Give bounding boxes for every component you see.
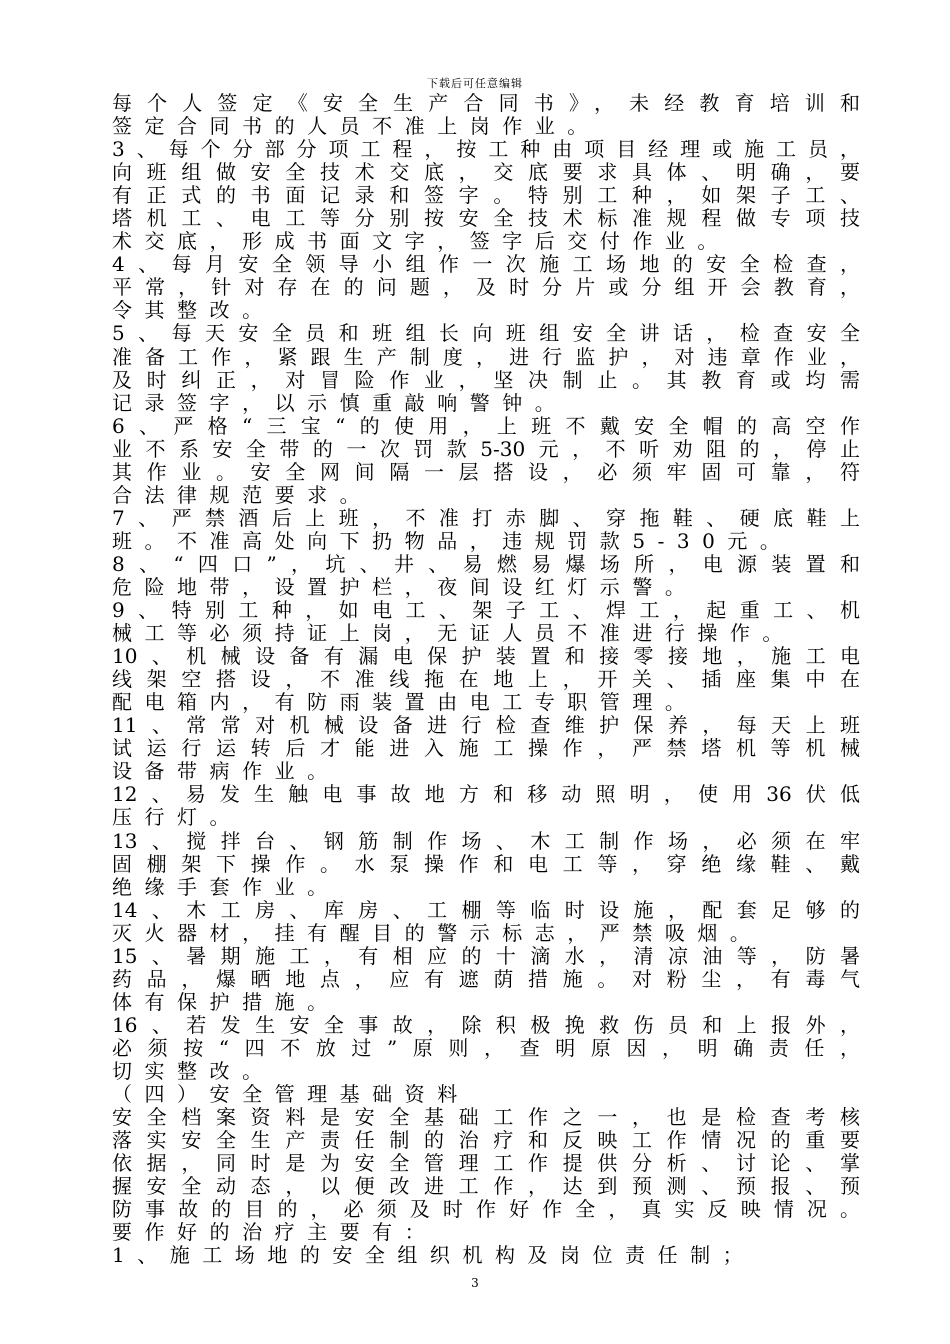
- text-line: 线架空搭设，不准线拖在地上，开关、插座集中在: [112, 668, 860, 692]
- text-line: 药品，爆晒地点，应有遮荫措施。对粉尘，有毒气: [112, 967, 860, 991]
- text-line: 及时纠正，对冒险作业，坚决制止。其教育或均需: [112, 368, 860, 392]
- text-line: 械工等必须持证上岗，无证人员不准进行操作。: [112, 622, 795, 646]
- text-line: 设备带病作业。: [112, 760, 340, 784]
- text-line: 塔机工、电工等分别按安全技术标准规程做专项技: [112, 207, 860, 231]
- text-line: 术交底，形成书面文字，签字后交付作业。: [112, 230, 730, 254]
- text-line: 8、“四口”，坑、井、易燃易爆场所，电源装置和: [112, 552, 860, 576]
- text-line: 9、特别工种，如电工、架子工、焊工，起重工、机: [112, 599, 860, 623]
- text-line: 危险地带，设置护栏，夜间设红灯示警。: [112, 575, 698, 599]
- page-number: 3: [471, 1276, 479, 1290]
- text-line: 12、易发生触电事故地方和移动照明，使用36伏低: [112, 783, 860, 807]
- text-line: 3、每个分部分项工程，按工种由项目经理或施工员，: [112, 138, 860, 162]
- text-line: 每个人签定《安全生产合同书》，未经教育培训和: [112, 92, 860, 115]
- text-line: 记录签字，以示慎重敲响警钟。: [112, 391, 568, 415]
- text-line: 握安全动态，以便改进工作，达到预测、预报、预: [112, 1175, 860, 1199]
- body-text: [112, 92, 860, 1267]
- text-line: 班。不准高处向下扔物品，违规罚款5-30元。: [112, 529, 793, 553]
- text-line: 令其整改。: [112, 299, 275, 323]
- text-line: 7、严禁酒后上班，不准打赤脚、穿拖鞋、硬底鞋上: [112, 506, 860, 530]
- text-line: 签定合同书的人员不准上岗作业。: [112, 115, 600, 139]
- text-line: 要作好的治疗主要有：: [112, 1221, 438, 1245]
- text-line: 10、机械设备有漏电保护装置和接零接地，施工电: [112, 645, 860, 669]
- text-line: 固棚架下操作。水泵操作和电工等，穿绝缘鞋、戴: [112, 852, 860, 876]
- text-line: 依据，同时是为安全管理工作提供分析、讨论、掌: [112, 1152, 860, 1176]
- text-line: 安全档案资料是安全基础工作之一，也是检查考核: [112, 1106, 860, 1130]
- text-line: 绝缘手套作业。: [112, 875, 340, 899]
- text-line: 灭火器材，挂有醒目的警示标志，严禁吸烟。: [112, 921, 763, 945]
- text-line: 准备工作，紧跟生产制度，进行监护，对违章作业，: [112, 345, 860, 369]
- text-line: 1、施工场地的安全组织机构及岗位责任制；: [112, 1244, 756, 1268]
- text-line: 5、每天安全员和班组长向班组安全讲话，检查安全: [112, 322, 860, 346]
- text-line: 向班组做安全技术交底，交底要求具体、明确，要: [112, 161, 860, 185]
- text-line: 14、木工房、库房、工棚等临时设施，配套足够的: [112, 898, 860, 922]
- text-line: 体有保护措施。: [112, 990, 340, 1014]
- text-line: 6、严格“三宝“的使用，上班不戴安全帽的高空作: [112, 414, 860, 438]
- header-note: 下载后可任意编辑: [427, 77, 523, 90]
- text-line: 13、搅拌台、钢筋制作场、木工制作场，必须在牢: [112, 829, 860, 853]
- text-line: 平常，针对存在的问题，及时分片或分组开会教育，: [112, 276, 860, 300]
- text-line: 16、若发生安全事故，除积极挽救伤员和上报外，: [112, 1013, 860, 1037]
- text-line: 有正式的书面记录和签字。特别工种，如架子工、: [112, 184, 860, 208]
- text-line: 落实安全生产责任制的治疗和反映工作情况的重要: [112, 1129, 860, 1153]
- text-line: 必须按“四不放过”原则，查明原因，明确责任，: [112, 1036, 860, 1060]
- text-line: 4、每月安全领导小组作一次施工场地的安全检查，: [112, 253, 860, 277]
- text-line: 业不系安全带的一次罚款5-30元，不听劝阻的，停止: [112, 437, 860, 461]
- text-line: 配电箱内，有防雨装置由电工专职管理。: [112, 691, 698, 715]
- text-line: 防事故的目的，必须及时作好作全，真实反映情况。: [112, 1198, 860, 1222]
- text-line: 试运行运转后才能进入施工操作，严禁塔机等机械: [112, 737, 860, 761]
- text-line: 11、常常对机械设备进行检查维护保养，每天上班: [112, 714, 860, 738]
- text-line: 其作业。安全网间隔一层搭设，必须牢固可靠，符: [112, 460, 860, 484]
- text-line: 压行灯。: [112, 806, 243, 830]
- text-line: 切实整改。: [112, 1059, 275, 1083]
- text-line: 合法律规范要求。: [112, 483, 373, 507]
- text-line: （四）安全管理基础资料: [112, 1083, 470, 1107]
- text-line: 15、暑期施工，有相应的十滴水，清凉油等，防暑: [112, 944, 860, 968]
